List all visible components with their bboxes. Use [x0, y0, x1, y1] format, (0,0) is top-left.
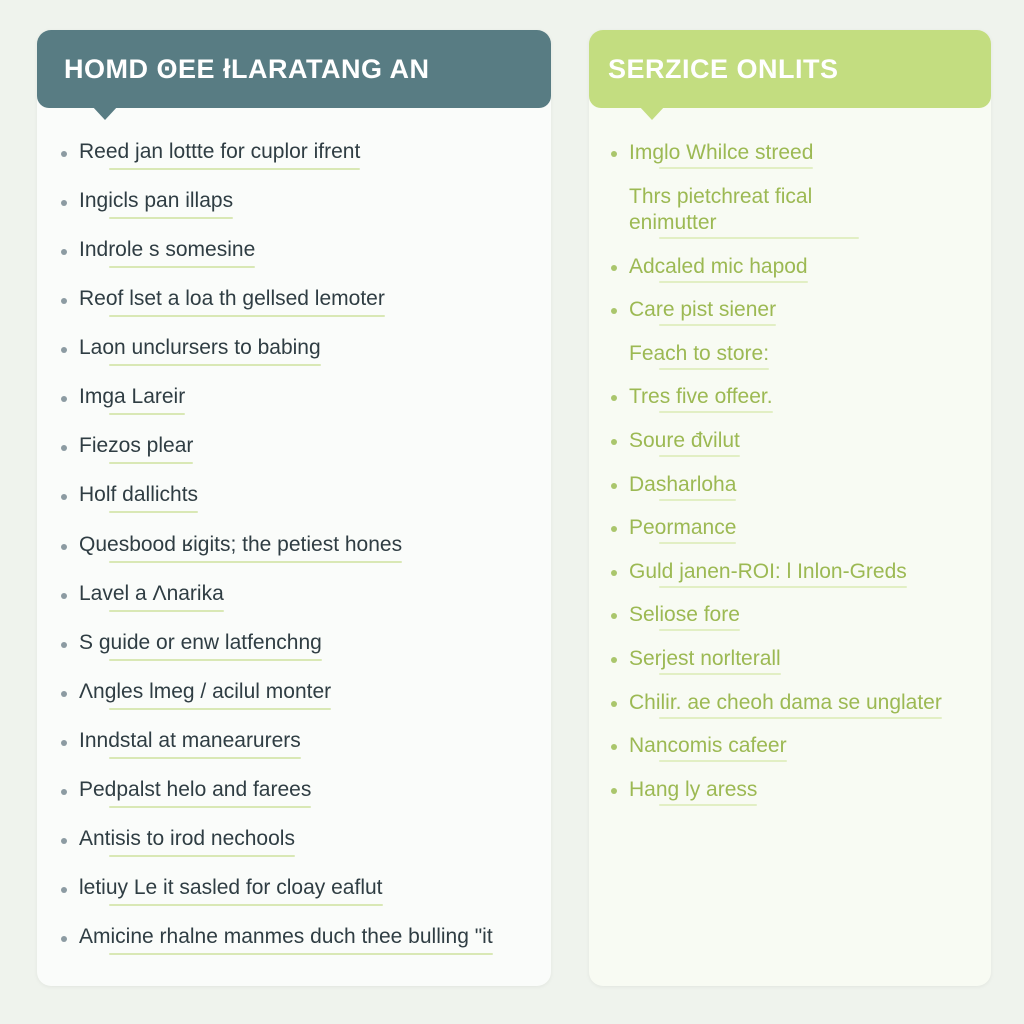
right-list-item: [589, 688, 991, 732]
right-list-item: [589, 775, 991, 819]
left-list-item: [37, 184, 551, 233]
right-list-item-text: Care pist siener: [629, 298, 777, 322]
left-list-item: [37, 233, 551, 282]
left-list-item-text: Indrole s somesine: [79, 238, 256, 262]
left-list-item: [37, 724, 551, 773]
bullet-icon: [61, 691, 67, 697]
bullet-icon: [611, 657, 617, 663]
right-list-item: [589, 600, 991, 644]
left-panel-header: [37, 30, 551, 108]
left-list-item: [37, 675, 551, 724]
left-list-item: [37, 380, 551, 429]
bullet-icon: [611, 395, 617, 401]
right-list-item: [589, 382, 991, 426]
right-list-item-text: Guld janen-ROI: l Inlon-Greds: [629, 559, 907, 583]
left-list-item-text: Pedpalst helo and farees: [79, 777, 312, 801]
bullet-icon: [61, 445, 67, 451]
bullet-icon: [61, 789, 67, 795]
bullet-icon: [611, 744, 617, 750]
right-panel-title: SERZICE ONLITS: [608, 53, 839, 84]
left-list-item-text: Holf dallichts: [79, 483, 199, 507]
bullet-icon: [611, 526, 617, 532]
bullet-icon: [61, 151, 67, 157]
right-list-item: [589, 513, 991, 557]
left-list-item-text: Reed jan lottte for cuplor ifrent: [79, 140, 361, 163]
bullet-icon: [611, 265, 617, 271]
left-list-item-text: Reof lset a loa th gellsed lemoter: [79, 287, 385, 311]
right-panel: [589, 30, 991, 986]
right-list-item: [589, 295, 991, 339]
bullet-icon: [61, 593, 67, 599]
left-header-pointer: [92, 106, 118, 120]
right-list-item-text: Thrs pietchreat fical enimutter: [629, 184, 859, 236]
left-list-item-text: Λngles lmeg / acilul monter: [79, 679, 332, 703]
left-list-item-text: Fiezos plear: [79, 434, 194, 458]
bullet-icon: [61, 544, 67, 550]
left-list-item: [37, 626, 551, 675]
bullet-icon: [61, 494, 67, 500]
left-list-item-text: Quesbood ʁigits; the petiest hones: [79, 532, 403, 556]
right-list-item: [589, 138, 991, 182]
left-list-item: [37, 478, 551, 527]
right-list-item: [589, 339, 991, 383]
left-panel-title: HOMD ʘEE łLARATANG AN: [64, 53, 430, 84]
bullet-icon: [61, 936, 67, 942]
left-list-item: [37, 282, 551, 331]
left-list-item-text: Antisis to irod nechools: [79, 826, 295, 850]
left-list-item-text: Inndstal at manearurers: [79, 728, 301, 752]
bullet-icon: [611, 151, 617, 157]
left-list-item: [37, 331, 551, 380]
bullet-icon: [61, 200, 67, 206]
right-list-item-text: Serjest norlterall: [629, 646, 781, 670]
left-list-item-text: letiuy Le it sasled for cloay eaflut: [79, 875, 383, 899]
right-list-item: [589, 731, 991, 775]
right-list-item-text: Chilir. ae cheoh dama se unglater: [629, 690, 942, 714]
left-panel: [37, 30, 551, 986]
left-list-item: [37, 920, 551, 969]
left-list-item: [37, 429, 551, 478]
left-list-item-text: Amicine rhalne manmes duch thee bulling "it: [79, 925, 493, 948]
bullet-icon: [61, 249, 67, 255]
left-list-item: [37, 871, 551, 920]
right-list-item: [589, 252, 991, 296]
right-list-item-text: Tres five offeer.: [629, 385, 773, 409]
bullet-icon: [61, 347, 67, 353]
bullet-icon: [61, 838, 67, 844]
right-list-item-text: Imglo Whilce streed: [629, 141, 814, 164]
left-list-item: [37, 135, 551, 184]
bullet-icon: [611, 483, 617, 489]
left-list-item-text: Ingicls pan illaps: [79, 189, 234, 213]
right-header-pointer: [639, 106, 665, 120]
bullet-icon: [61, 298, 67, 304]
right-list-item: [589, 644, 991, 688]
right-list-item: [589, 426, 991, 470]
left-list-item-text: Lavel a Λnarika: [79, 581, 224, 605]
right-list: [589, 138, 991, 818]
bullet-icon: [611, 308, 617, 314]
right-list-item-text: Seliose fore: [629, 603, 740, 627]
bullet-icon: [611, 613, 617, 619]
right-list-item-text: Adcaled mic hapod: [629, 254, 808, 278]
right-list-item: [589, 182, 991, 252]
bullet-icon: [61, 642, 67, 648]
left-list-item: [37, 822, 551, 871]
right-list-item: [589, 557, 991, 601]
bullet-icon: [61, 396, 67, 402]
bullet-icon: [611, 439, 617, 445]
right-panel-header: [589, 30, 991, 108]
bullet-icon: [611, 701, 617, 707]
bullet-icon: [611, 570, 617, 576]
left-list: [37, 135, 551, 969]
right-list-item-text: Soure đvilut: [629, 428, 740, 452]
bullet-icon: [611, 788, 617, 794]
left-list-item: [37, 773, 551, 822]
right-list-item-text: Feach to store:: [629, 341, 770, 365]
right-list-item-text: Nancomis cafeer: [629, 734, 787, 758]
left-list-item-text: S guide or enw latfenchng: [79, 630, 322, 654]
left-list-item-text: Imga Lareir: [79, 385, 186, 409]
right-list-item-text: Peormance: [629, 516, 737, 540]
right-list-item-text: Hang ly aress: [629, 777, 758, 801]
bullet-icon: [61, 887, 67, 893]
right-list-item-text: Dasharloha: [629, 472, 737, 496]
left-list-item: [37, 528, 551, 577]
right-list-item: [589, 470, 991, 514]
left-list-item-text: Laon unclursers to babing: [79, 336, 321, 360]
bullet-icon: [61, 740, 67, 746]
left-list-item: [37, 577, 551, 626]
